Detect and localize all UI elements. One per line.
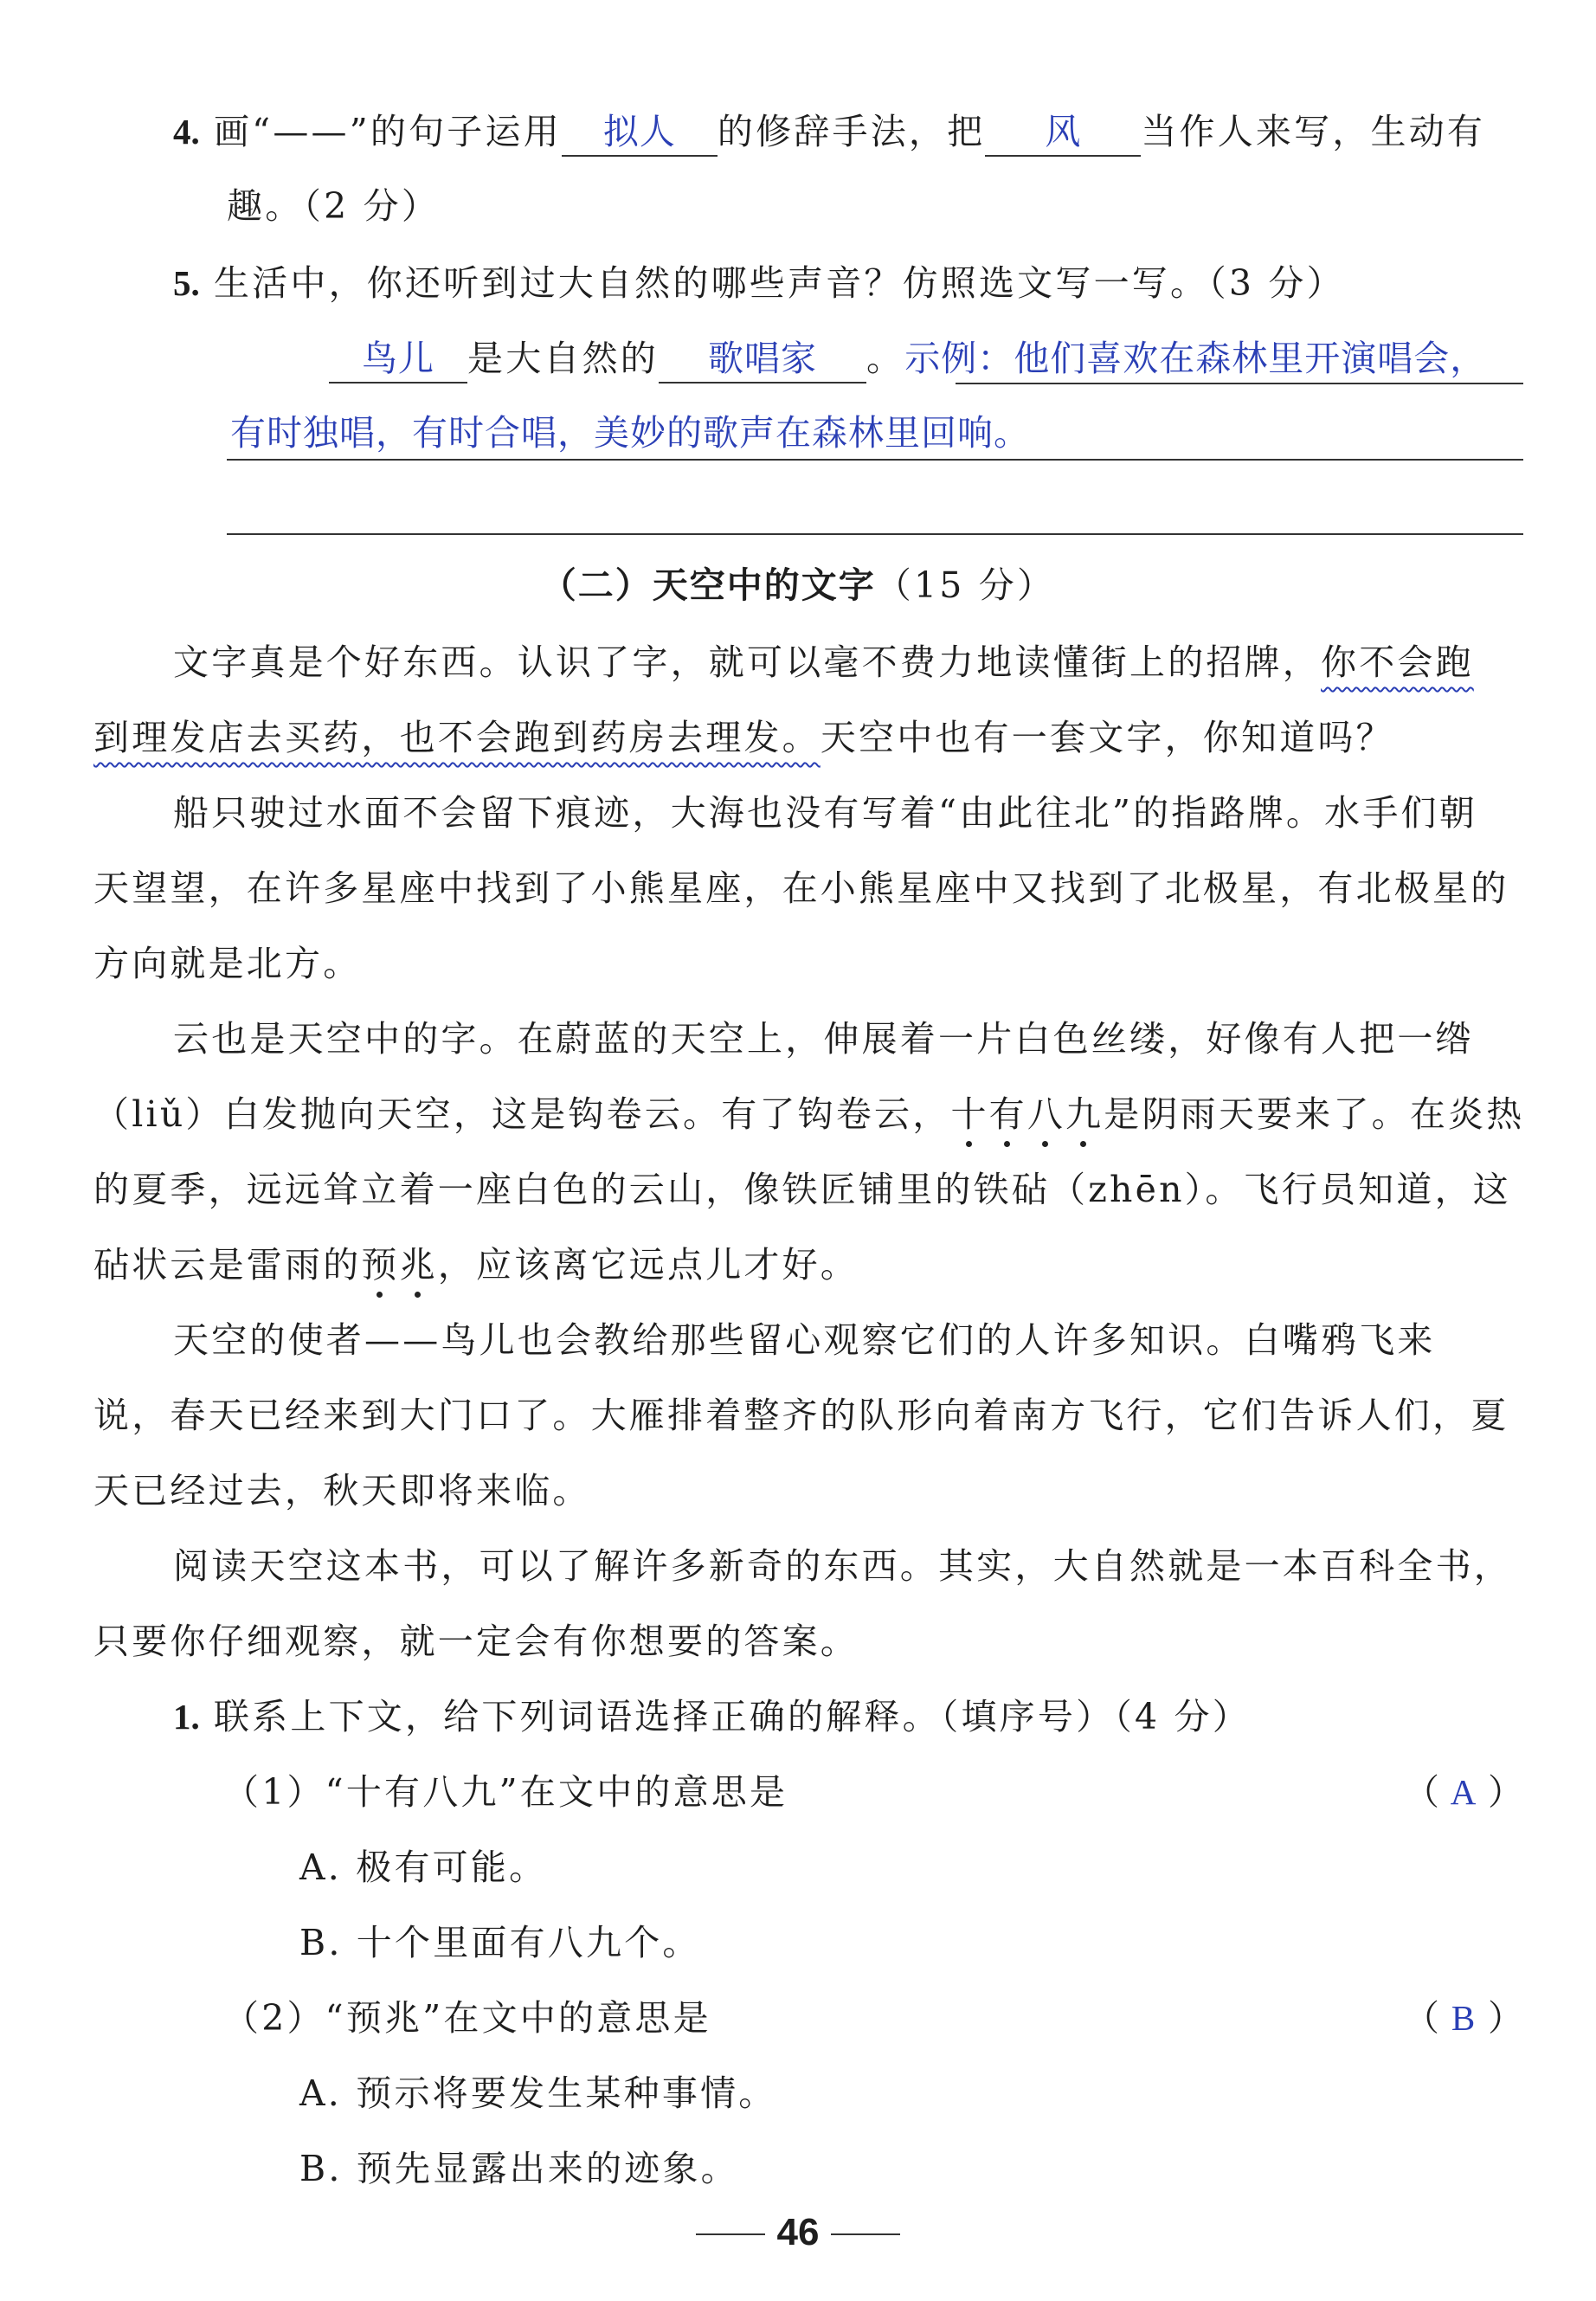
- answer-bracket-2[interactable]: （ B ）: [1404, 1992, 1523, 2044]
- question-5-answer-line-1: [329, 332, 1486, 384]
- answer-line: [956, 383, 1523, 384]
- section-title: （二）天空中的文字（15 分）: [540, 564, 1056, 606]
- answer-blank-1[interactable]: 拟人: [562, 108, 718, 157]
- passage-line: 天已经过去，秋天即将来临。: [93, 1470, 591, 1511]
- answer-blank-role[interactable]: 歌唱家: [659, 335, 866, 384]
- answer-line: [227, 459, 1523, 461]
- sub-question-2-stem: （2）“预兆”在文中的意思是: [223, 1997, 711, 2039]
- answer-bracket-1[interactable]: （ A ）: [1404, 1766, 1523, 1818]
- passage-line: 到理发店去买药，也不会跑到药房去理发。天空中也有一套文字，你知道吗？: [93, 717, 1394, 758]
- passage-line: 船只驶过水面不会留下痕迹，大海也没有写着“由此往北”的指路牌。水手们朝: [173, 792, 1477, 834]
- passage-line: 云也是天空中的字。在蔚蓝的天空上，伸展着一片白色丝缕，好像有人把一绺: [173, 1018, 1474, 1060]
- question-number: 4.: [173, 112, 200, 151]
- question-text: 当作人来写，生动有: [1141, 111, 1486, 152]
- answer-example: 示例：他们喜欢在森林里开演唱会，: [904, 338, 1487, 379]
- question-text: 联系上下文，给下列词语选择正确的解释。（填序号）（4 分）: [213, 1696, 1251, 1737]
- question-5-prompt: [173, 257, 1345, 309]
- option-b: B. 十个里面有八九个。: [299, 1922, 701, 1963]
- passage-line: 天空的使者——鸟儿也会教给那些留心观察它们的人许多知识。白嘴鸦飞来: [173, 1319, 1436, 1361]
- passage-line: 说，春天已经来到大门口了。大雁排着整齐的队形向着南方飞行，它们告诉人们，夏: [93, 1395, 1509, 1436]
- page-number: 46: [0, 2211, 1596, 2254]
- dotted-keyword: 预兆: [361, 1244, 437, 1286]
- question-text: 画“——”的句子运用: [213, 111, 562, 152]
- question-text: 生活中，你还听到过大自然的哪些声音？仿照选文写一写。（3 分）: [213, 262, 1345, 304]
- question-text: 的修辞手法，把: [717, 111, 986, 152]
- question-text: 是大自然的: [467, 338, 659, 379]
- answer-choice: B: [1451, 1998, 1477, 2038]
- answer-blank-subject[interactable]: 鸟儿: [329, 335, 467, 384]
- answer-line: [227, 533, 1523, 535]
- passage-line: 文字真是个好东西。认识了字，就可以毫不费力地读懂街上的招牌，你不会跑: [173, 641, 1474, 683]
- option-a: A. 预示将要发生某种事情。: [299, 2072, 777, 2114]
- question-text: 趣。（2 分）: [227, 185, 441, 227]
- passage-line: 砧状云是雷雨的预兆 ，应该离它远点儿才好。: [93, 1239, 859, 1291]
- answer-choice: A: [1450, 1772, 1477, 1812]
- wavy-underlined-sentence: 你不会跑: [1321, 641, 1474, 683]
- question-4-line-1: [173, 106, 1485, 158]
- passage-line: 的夏季，远远耸立着一座白色的云山，像铁匠铺里的铁砧（zhēn）。飞行员知道，这: [93, 1169, 1511, 1210]
- passage-line: 天望望，在许多星座中找到了小熊星座，在小熊星座中又找到了北极星，有北极星的: [93, 867, 1509, 909]
- question-number: 1.: [173, 1697, 200, 1737]
- question-number: 5.: [173, 263, 200, 303]
- wavy-underlined-sentence: 到理发店去买药，也不会跑到药房去理发。: [93, 717, 821, 758]
- option-b: B. 预先显露出来的迹象。: [299, 2148, 739, 2189]
- question-4-line-2: [227, 180, 440, 232]
- question-1-prompt: [173, 1691, 1251, 1743]
- passage-line: 只要你仔细观察，就一定会有你想要的答案。: [93, 1621, 859, 1662]
- passage-line: （liǔ）白发抛向天空，这是钩卷云。有了钩卷云，十有八九 是阴雨天要来了。在炎热: [93, 1088, 1524, 1140]
- passage-line: 阅读天空这本书，可以了解许多新奇的东西。其实，大自然就是一本百科全书，: [173, 1545, 1512, 1587]
- question-5-answer-line-2: 有时独唱，有时合唱，美妙的歌声在森林里回响。: [230, 412, 1030, 454]
- answer-blank-2[interactable]: 风: [985, 108, 1141, 157]
- sub-question-1-stem: （1）“十有八九”在文中的意思是: [223, 1771, 788, 1813]
- option-a: A. 极有可能。: [299, 1847, 548, 1888]
- dotted-keyword: 十有八九: [950, 1093, 1104, 1135]
- question-text: 。: [866, 338, 905, 379]
- passage-line: 方向就是北方。: [93, 943, 362, 984]
